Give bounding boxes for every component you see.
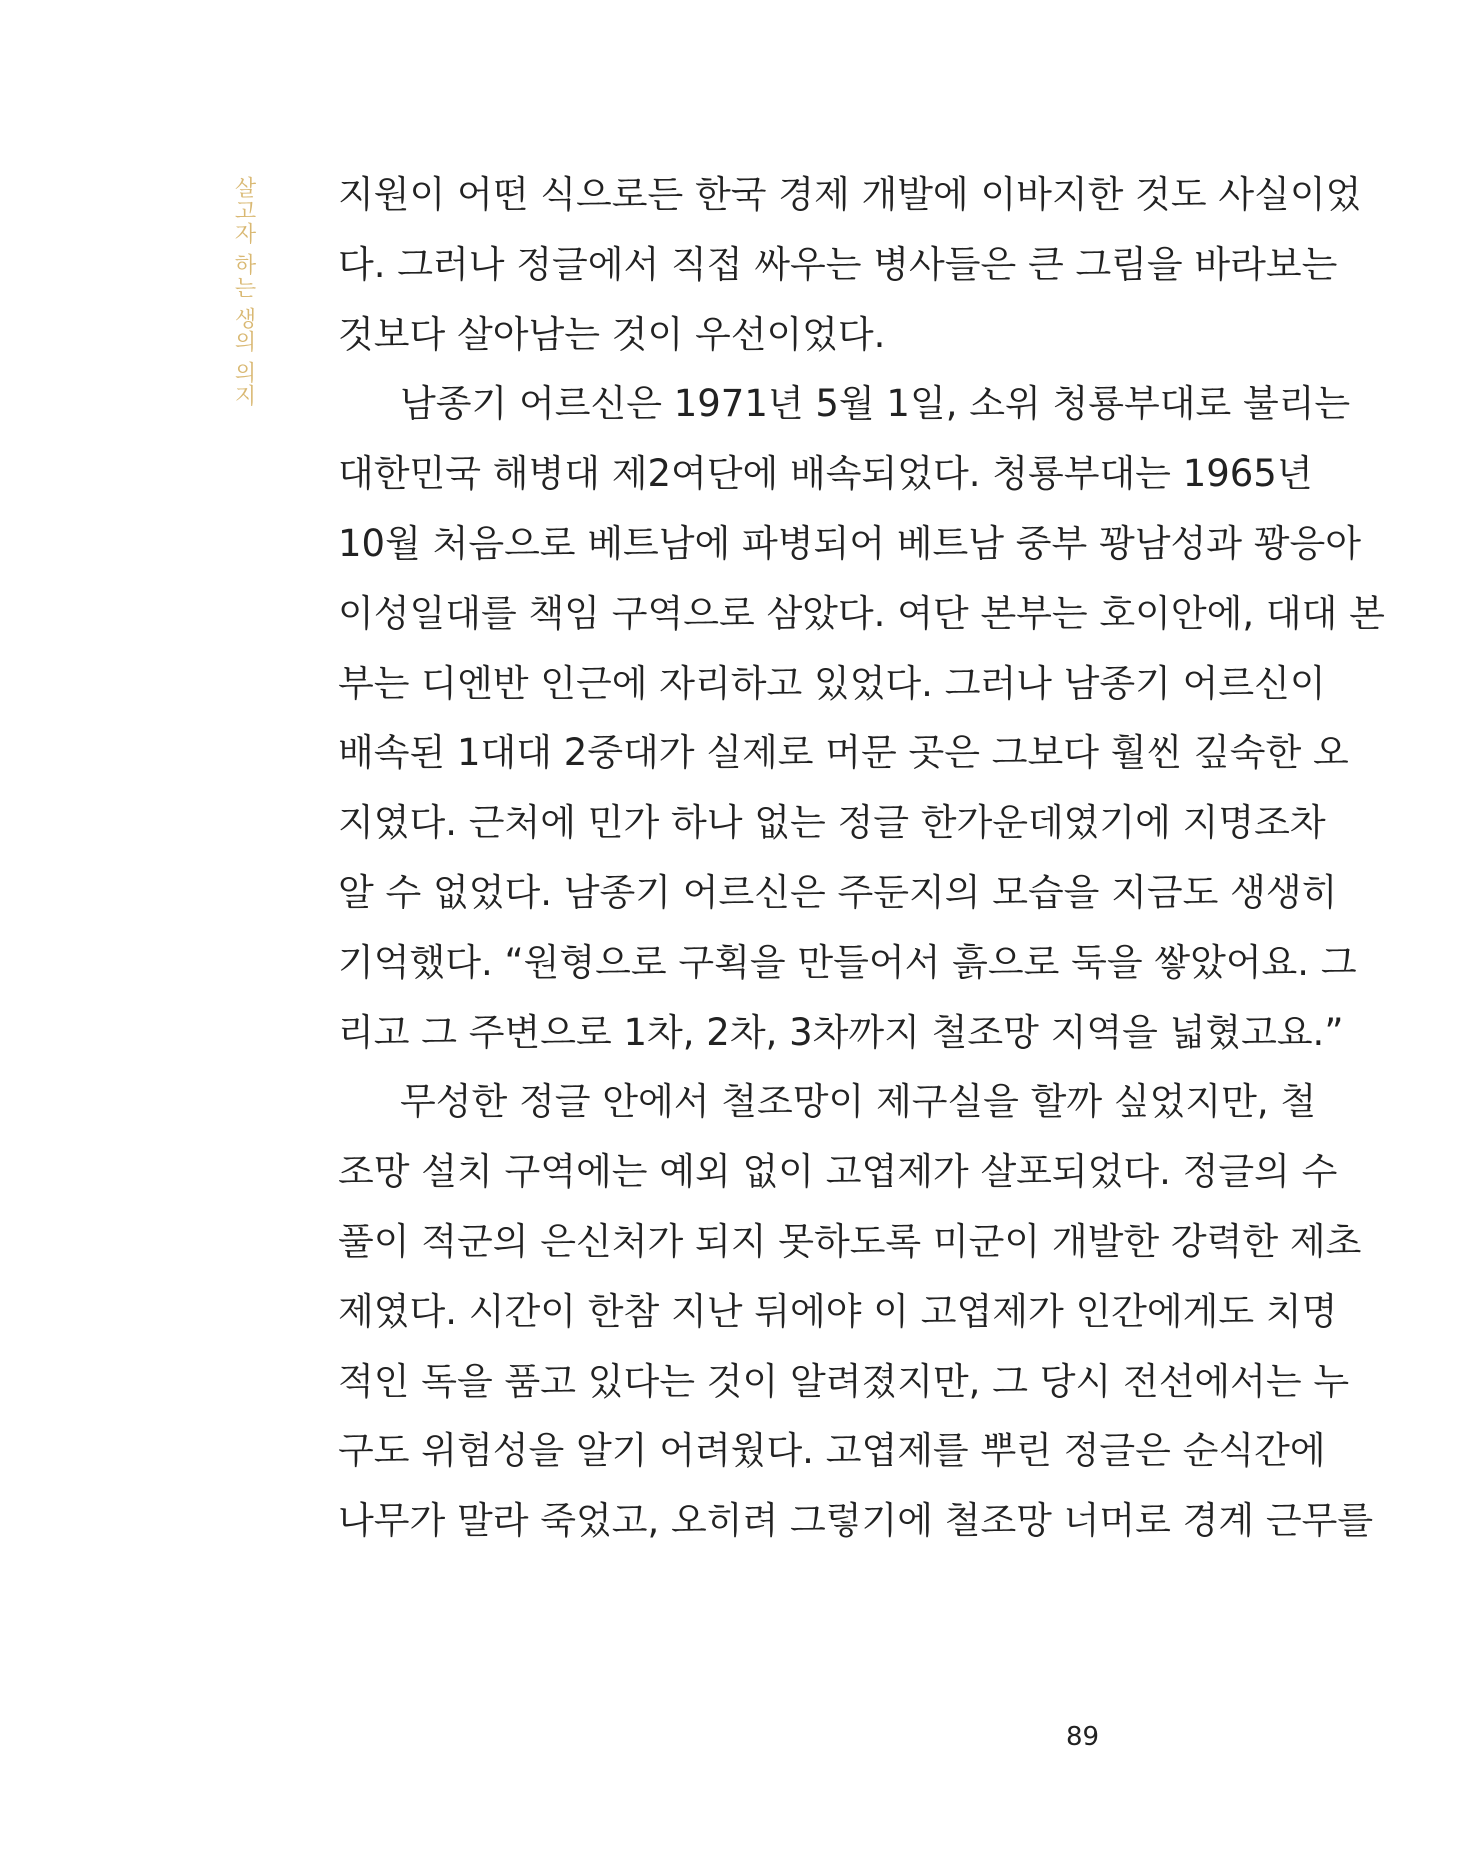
text-line: 무성한 정글 안에서 철조망이 제구실을 할까 싶었지만, 철: [400, 1080, 1317, 1124]
page-number: 89: [1066, 1722, 1100, 1752]
running-header: 살고자 하는 생의 의지: [231, 176, 256, 407]
text-line: 이성일대를 책임 구역으로 삼았다. 여단 본부는 호이안에, 대대 본: [338, 591, 1385, 635]
text-line: 지였다. 근처에 민가 하나 없는 정글 한가운데였기에 지명조차: [338, 801, 1326, 845]
text-line: 알 수 없었다. 남종기 어르신은 주둔지의 모습을 지금도 생생히: [338, 870, 1338, 914]
text-line: 적인 독을 품고 있다는 것이 알려졌지만, 그 당시 전선에서는 누: [338, 1359, 1350, 1403]
text-line: 기억했다. “원형으로 구획을 만들어서 흙으로 둑을 쌓았어요. 그: [338, 940, 1357, 984]
text-line: 리고 그 주변으로 1차, 2차, 3차까지 철조망 지역을 넓혔고요.”: [338, 1010, 1344, 1054]
text-line: 지원이 어떤 식으로든 한국 경제 개발에 이바지한 것도 사실이었: [338, 173, 1362, 216]
text-line: 배속된 1대대 2중대가 실제로 머문 곳은 그보다 훨씬 깊숙한 오: [338, 731, 1349, 775]
text-line: 대한민국 해병대 제2여단에 배속되었다. 청룡부대는 1965년: [338, 452, 1313, 496]
text-line: 조망 설치 구역에는 예외 없이 고엽제가 살포되었다. 정글의 수: [338, 1150, 1338, 1194]
text-line: 나무가 말라 죽었고, 오히려 그렇기에 철조망 너머로 경계 근무를: [338, 1499, 1374, 1543]
text-line: 구도 위험성을 알기 어려웠다. 고엽제를 뿌린 정글은 순식간에: [338, 1429, 1326, 1473]
body-text: [338, 160, 1385, 1556]
text-line: 풀이 적군의 은신처가 되지 못하도록 미군이 개발한 강력한 제초: [338, 1219, 1362, 1263]
text-line: 부는 디엔반 인근에 자리하고 있었다. 그러나 남종기 어르신이: [338, 661, 1326, 705]
text-line: 것보다 살아남는 것이 우선이었다.: [338, 312, 886, 356]
text-line: 제였다. 시간이 한참 지난 뒤에야 이 고엽제가 인간에게도 치명: [338, 1289, 1338, 1333]
text-line: 다. 그러나 정글에서 직접 싸우는 병사들은 큰 그림을 바라보는: [338, 242, 1338, 286]
text-line: 10월 처음으로 베트남에 파병되어 베트남 중부 꽝남성과 꽝응아: [338, 521, 1361, 565]
text-line: 남종기 어르신은 1971년 5월 1일, 소위 청룡부대로 불리는: [400, 382, 1351, 426]
